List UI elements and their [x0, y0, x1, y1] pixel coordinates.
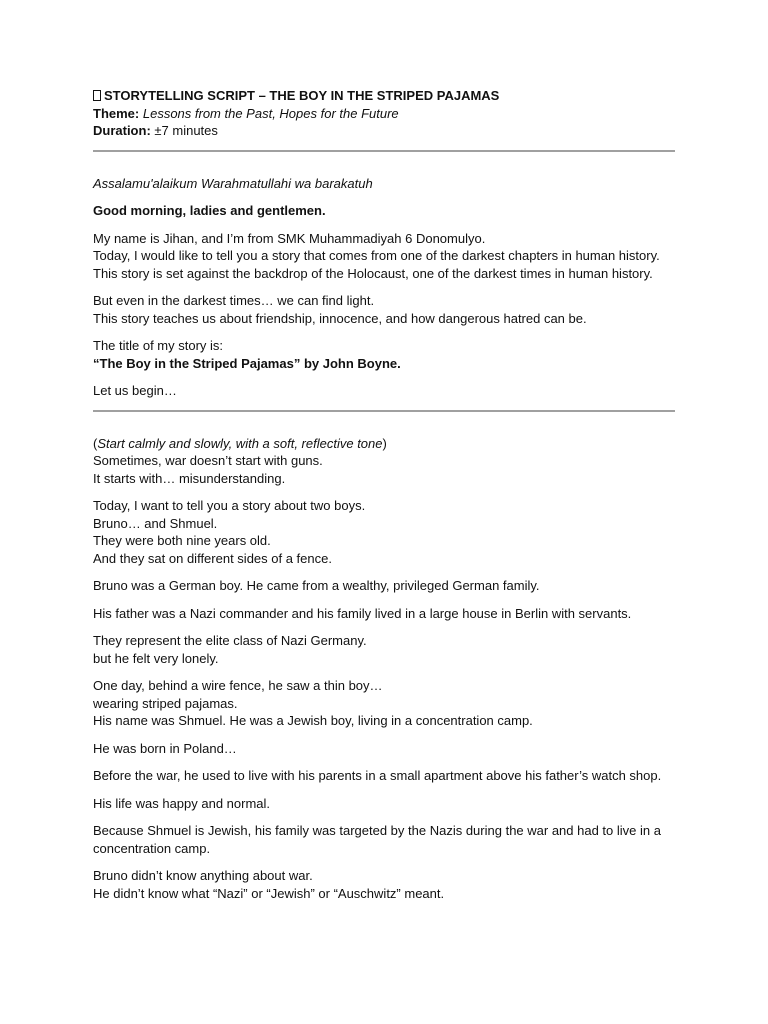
intro-line: This story is set against the backdrop of the Holocaust, one of the darkest times in human history.: [93, 265, 653, 281]
opening-section: [93, 175, 675, 400]
title-intro: The title of my story is:: [93, 338, 224, 353]
theme-value: Lessons from the Past, Hopes for the Future: [142, 105, 399, 121]
story-line: They were both nine years old.: [93, 533, 271, 548]
box-glyph-icon: [93, 90, 101, 101]
intro-line: Today, I would like to tell you a story that comes from one of the darkest chapters in human history.: [93, 248, 660, 263]
light-line: But even in the darkest times… we can find light.: [93, 293, 375, 308]
story-paragraph: [93, 605, 675, 623]
story-line: And they sat on different sides of a fence.: [93, 550, 332, 566]
salutation: Good morning, ladies and gentlemen.: [93, 203, 326, 218]
story-paragraph: [93, 767, 675, 785]
story-paragraph: [93, 795, 675, 813]
stage-direction-text: Start calmly and slowly, with a soft, reflective tone: [97, 435, 383, 451]
story-line: Today, I want to tell you a story about two boys.: [93, 498, 366, 513]
story-paragraph: [93, 497, 675, 567]
greeting: Assalamu'alaikum Warahmatullahi wa barakatuh: [93, 175, 373, 191]
stage-direction-close: ): [382, 435, 387, 451]
story-title-paragraph: [93, 337, 675, 372]
section-divider: [93, 410, 675, 412]
story-paragraph: [93, 740, 675, 758]
begin-paragraph: [93, 382, 675, 400]
salutation-paragraph: [93, 202, 675, 220]
duration-line: [93, 122, 675, 140]
theme-line: [93, 105, 675, 123]
story-title: “The Boy in the Striped Pajamas” by John Boyne.: [93, 355, 401, 371]
document-title-line: [93, 87, 675, 105]
story-line: His life was happy and normal.: [93, 795, 271, 811]
stage-direction: [93, 435, 675, 453]
story-line: He didn’t know what “Nazi” or “Jewish” or “Auschwitz” meant.: [93, 885, 445, 901]
document-title: STORYTELLING SCRIPT – THE BOY IN THE STRIPED PAJAMAS: [104, 88, 500, 103]
story-line: Bruno… and Shmuel.: [93, 515, 218, 531]
story-line: but he felt very lonely.: [93, 650, 219, 666]
section-divider: [93, 150, 675, 152]
light-line: This story teaches us about friendship, innocence, and how dangerous hatred can be.: [93, 310, 587, 326]
story-line: Bruno didn’t know anything about war.: [93, 868, 313, 883]
story-section: [93, 435, 675, 903]
story-line: One day, behind a wire fence, he saw a thin boy…: [93, 678, 383, 693]
document-page: [93, 87, 675, 912]
greeting-paragraph: [93, 175, 675, 193]
begin-line: Let us begin…: [93, 383, 177, 398]
document-header: [93, 87, 675, 140]
duration-label: Duration:: [93, 123, 151, 138]
story-line: He was born in Poland…: [93, 740, 237, 756]
story-line-wrapped: Because Shmuel is Jewish, his family was targeted by the Nazis during the war and had to live in a concentration camp.: [93, 823, 661, 856]
story-line: Before the war, he used to live with his parents in a small apartment above his father’s watch shop.: [93, 768, 662, 783]
intro-paragraph: [93, 230, 675, 283]
story-line: They represent the elite class of Nazi Germany.: [93, 633, 367, 648]
duration-value: ±7 minutes: [154, 123, 218, 138]
story-line: It starts with… misunderstanding.: [93, 470, 286, 486]
story-line: wearing striped pajamas.: [93, 695, 238, 711]
story-line: Bruno was a German boy. He came from a wealthy, privileged German family.: [93, 578, 540, 593]
story-line: His father was a Nazi commander and his family lived in a large house in Berlin with servants.: [93, 605, 632, 621]
story-paragraph: [93, 577, 675, 595]
story-paragraph: [93, 677, 675, 730]
intro-line: My name is Jihan, and I’m from SMK Muhammadiyah 6 Donomulyo.: [93, 230, 486, 246]
story-line: Sometimes, war doesn’t start with guns.: [93, 453, 323, 468]
theme-label: Theme:: [93, 105, 140, 121]
stage-direction-open: (: [93, 435, 98, 451]
story-line: His name was Shmuel. He was a Jewish boy, living in a concentration camp.: [93, 713, 533, 728]
story-paragraph: [93, 632, 675, 667]
story-paragraph: [93, 822, 675, 857]
story-paragraph: [93, 435, 675, 488]
story-paragraph: [93, 867, 675, 902]
light-paragraph: [93, 292, 675, 327]
